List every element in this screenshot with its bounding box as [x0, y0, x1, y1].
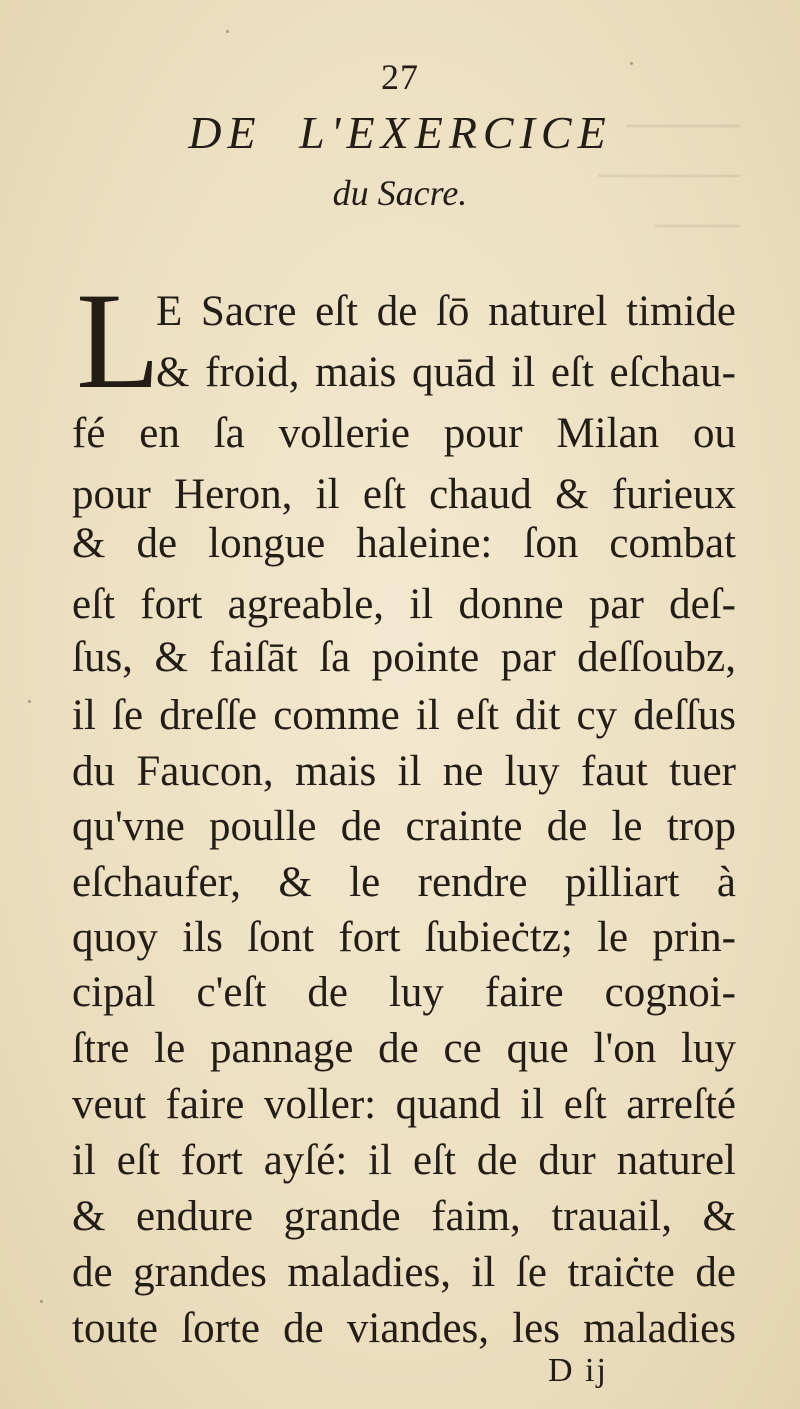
text-line-6: eſt fort agreable, il donne par deſ-	[72, 581, 736, 628]
text-line-2: & froid, mais quād il eſt eſchau-	[156, 349, 736, 396]
text-line-13: cipal c'eſt de luy faire cognoi-	[72, 969, 736, 1016]
text-line-3: fé en ſa vollerie pour Milan ou	[72, 410, 736, 457]
text-line-9: du Faucon, mais il ne luy faut tuer	[72, 748, 736, 795]
text-line-19: toute ſorte de viandes, les maladies	[72, 1305, 736, 1352]
signature-mark: D ij	[548, 1352, 608, 1389]
text-line-7: ſus, & faiſāt ſa pointe par deſſoubz,	[72, 634, 736, 681]
text-line-18: de grandes maladies, il ſe traiċte de	[72, 1249, 736, 1296]
text-line-11: eſchaufer, & le rendre pilliart à	[72, 859, 736, 906]
paper-speck	[40, 1300, 43, 1303]
chapter-heading: DE L'EXERCICE	[188, 107, 612, 158]
bleed-shape-1: ────	[626, 102, 740, 147]
text-line-15: veut faire voller: quand il eſt arreſté	[72, 1081, 736, 1128]
text-line-14: ſtre le pannage de ce que l'on luy	[72, 1025, 736, 1072]
text-line-5: & de longue haleine: ſon combat	[72, 520, 736, 567]
text-line-4: pour Heron, il eſt chaud & furieux	[72, 471, 736, 518]
text-line-1: E Sacre eſt de ſō naturel timide	[156, 288, 736, 335]
text-line-17: & endure grande faim, trauail, &	[72, 1193, 736, 1240]
bleed-shape-3: ───	[654, 202, 740, 247]
text-line-16: il eſt fort ayſé: il eſt de dur naturel	[72, 1137, 736, 1184]
chapter-subheading: du Sacre.	[332, 173, 468, 213]
drop-cap: L	[76, 264, 161, 417]
page-number: 27	[381, 57, 419, 97]
paper-speck	[28, 700, 31, 703]
text-line-10: qu'vne poulle de crainte de le trop	[72, 803, 736, 850]
bleed-shape-2: ─────	[598, 152, 740, 197]
paper-speck	[226, 30, 229, 33]
text-line-8: il ſe dreſſe comme il eſt dit cy deſſus	[72, 692, 736, 739]
text-line-12: quoy ils ſont fort ſubieċtz; le prin-	[72, 914, 736, 961]
